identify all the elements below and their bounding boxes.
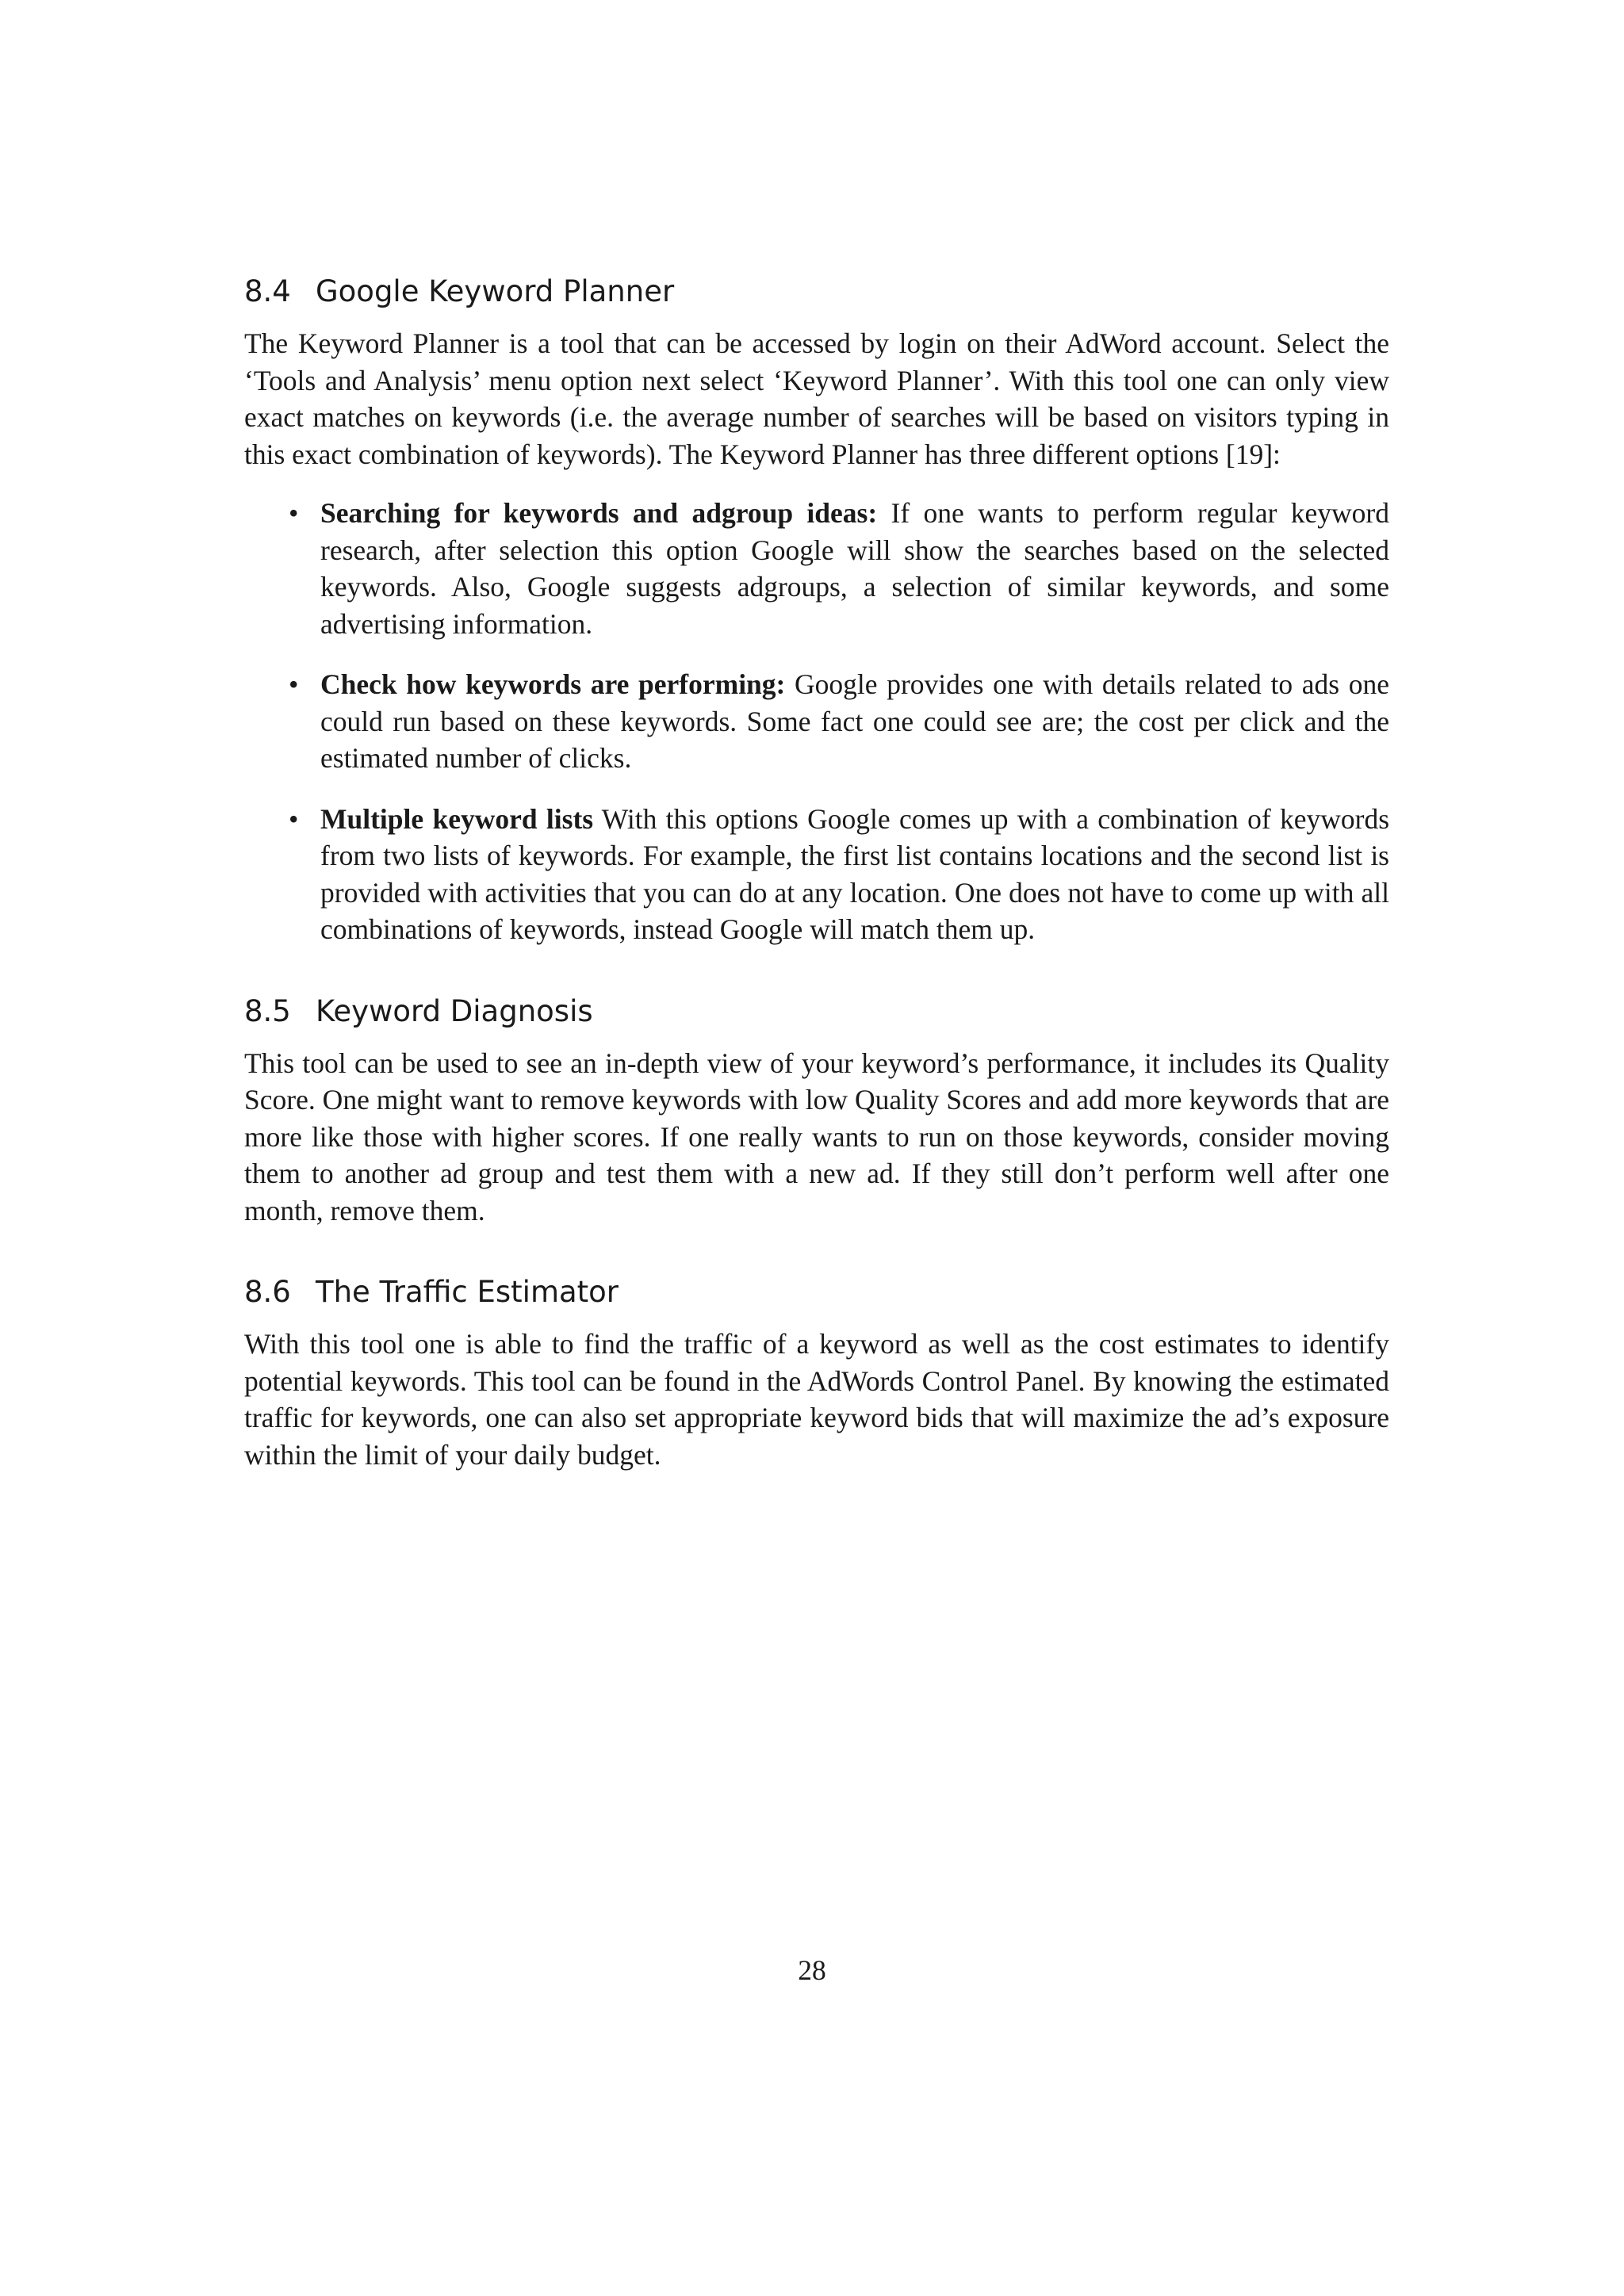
section-8-5 xyxy=(244,989,1389,1230)
section-heading xyxy=(244,989,1389,1034)
section-number: 8.5 xyxy=(244,993,291,1028)
bullet-text: With this options Google comes up with a combination of keywords from two lists of keywords. For example, the first list contains locations and the second list is provided with activities that you can do at any location. One does not have to come up with all combinations of keywords, instead Google will match them up. xyxy=(320,802,1390,945)
section-title: Google Keyword Planner xyxy=(316,274,675,308)
list-item xyxy=(289,495,1389,642)
section-body-paragraph: With this tool one is able to find the traffic of a keyword as well as the cost estimates to identify potential keywords. This tool can be found in the AdWords Control Panel. By knowing the estimated traffic for keywords, one can also set appropriate keyword bids that will maximize the ad’s exposure within the limit of your daily budget. xyxy=(244,1328,1389,1471)
section-number: 8.6 xyxy=(244,1275,291,1309)
list-item xyxy=(289,666,1389,777)
bullet-icon: • xyxy=(289,497,299,529)
list-item xyxy=(289,801,1390,948)
bullet-term: Check how keywords are performing: xyxy=(320,668,786,700)
section-intro-paragraph: The Keyword Planner is a tool that can be accessed by login on their AdWord account. Select the ‘Tools and Analysis’ menu option next select ‘Keyword Planner’. With this tool one can only view exact matches on keywords (i.e. the average number of searches will be based on visitors typing in this exact combination of keywords). The Keyword Planner has three different options [19]: xyxy=(244,327,1389,470)
section-heading xyxy=(244,1270,1389,1314)
section-8-6 xyxy=(244,1270,1389,1473)
bullet-icon: • xyxy=(289,802,299,835)
section-heading xyxy=(244,270,1389,314)
page-content xyxy=(244,270,1389,1473)
section-8-4 xyxy=(244,270,1389,948)
section-body-paragraph: This tool can be used to see an in-depth view of your keyword’s performance, it includes its Quality Score. One might want to remove keywords with low Quality Scores and add more keywords that are more like those with higher scores. If one really wants to run on those keywords, consider moving them to another ad group and test them with a new ad. If they still don’t perform well after one month, remove them. xyxy=(244,1047,1389,1226)
bullet-text: Google provides one with details related to ads one could run based on these keywords. Some fact one could see are; the cost per click and the estimated number of clicks. xyxy=(320,668,1389,774)
bullet-term: Multiple keyword lists xyxy=(320,802,594,835)
section-number: 8.4 xyxy=(244,274,291,308)
section-title: Keyword Diagnosis xyxy=(316,993,593,1028)
options-list xyxy=(244,495,1389,948)
bullet-term: Searching for keywords and adgroup ideas: xyxy=(320,497,878,529)
bullet-text: If one wants to perform regular keyword research, after selection this option Google will show the searches based on the selected keywords. Also, Google suggests adgroups, a selection of similar keywords, and some advertising information. xyxy=(320,497,1389,640)
bullet-icon: • xyxy=(289,668,299,700)
page-number: 28 xyxy=(798,1954,826,1986)
section-title: The Traffic Estimator xyxy=(316,1275,619,1309)
